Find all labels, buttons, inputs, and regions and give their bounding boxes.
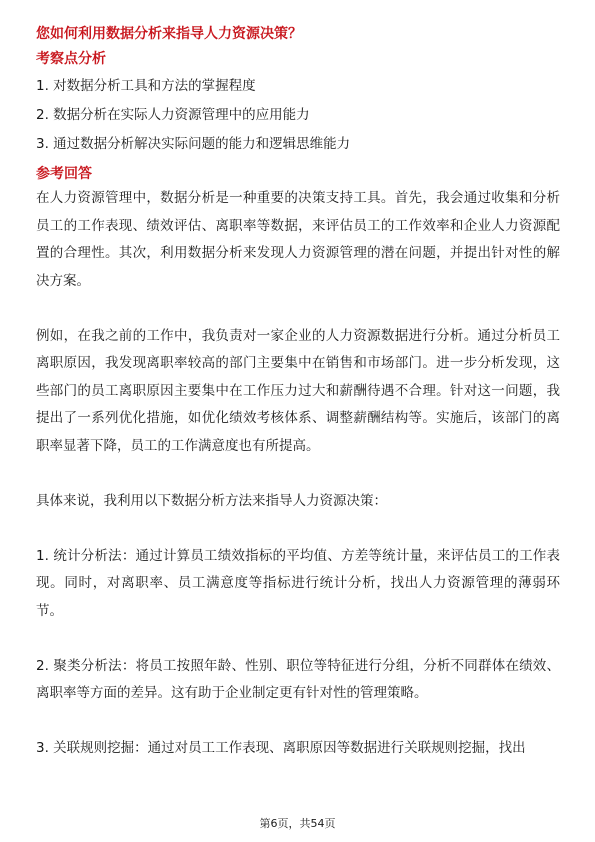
document-page (36, 22, 560, 763)
answer-body (36, 185, 560, 763)
focus-heading: 考察点分析 (36, 51, 106, 67)
focus-point: 1. 对数据分析工具和方法的掌握程度 (36, 78, 256, 94)
answer-paragraph: 3. 关联规则挖掘：通过对员工工作表现、离职原因等数据进行关联规则挖掘，找出 (36, 740, 526, 756)
answer-paragraph: 1. 统计分析法：通过计算员工绩效指标的平均值、方差等统计量，来评估员工的工作表现。同时，对离职率、员工满意度等指标进行统计分析，找出人力资源管理的薄弱环节。 (36, 547, 560, 619)
focus-point: 2. 数据分析在实际人力资源管理中的应用能力 (36, 107, 310, 123)
answer-paragraph: 2. 聚类分析法：将员工按照年龄、性别、职位等特征进行分组，分析不同群体在绩效、离职率等方面的差异。这有助于企业制定更有针对性的管理策略。 (36, 657, 560, 701)
focus-point: 3. 通过数据分析解决实际问题的能力和逻辑思维能力 (36, 136, 351, 152)
focus-points-list (36, 72, 560, 159)
page-number-footer: 第6页，共54页 (259, 817, 336, 830)
answer-paragraph: 具体来说，我利用以下数据分析方法来指导人力资源决策： (36, 492, 387, 509)
question-title: 您如何利用数据分析来指导人力资源决策？ (36, 26, 302, 42)
answer-paragraph: 在人力资源管理中，数据分析是一种重要的决策支持工具。首先，我会通过收集和分析员工的工作表现、绩效评估、离职率等数据，来评估员工的工作效率和企业人力资源配置的合理性。其次，利用数据分析来发现人力资源管理的潜在问题，并提出针对性的解决方案。 (36, 190, 560, 289)
answer-heading: 参考回答 (36, 166, 92, 182)
answer-paragraph: 例如，在我之前的工作中，我负责对一家企业的人力资源数据进行分析。通过分析员工离职原因，我发现离职率较高的部门主要集中在销售和市场部门。进一步分析发现，这些部门的员工离职原因主要集中在工作压力过大和薪酬待遇不合理。针对这一问题，我提出了一系列优化措施，如优化绩效考核体系、调整薪酬结构等。实施后，该部门的离职率显著下降，员工的工作满意度也有所提高。 (36, 327, 560, 454)
